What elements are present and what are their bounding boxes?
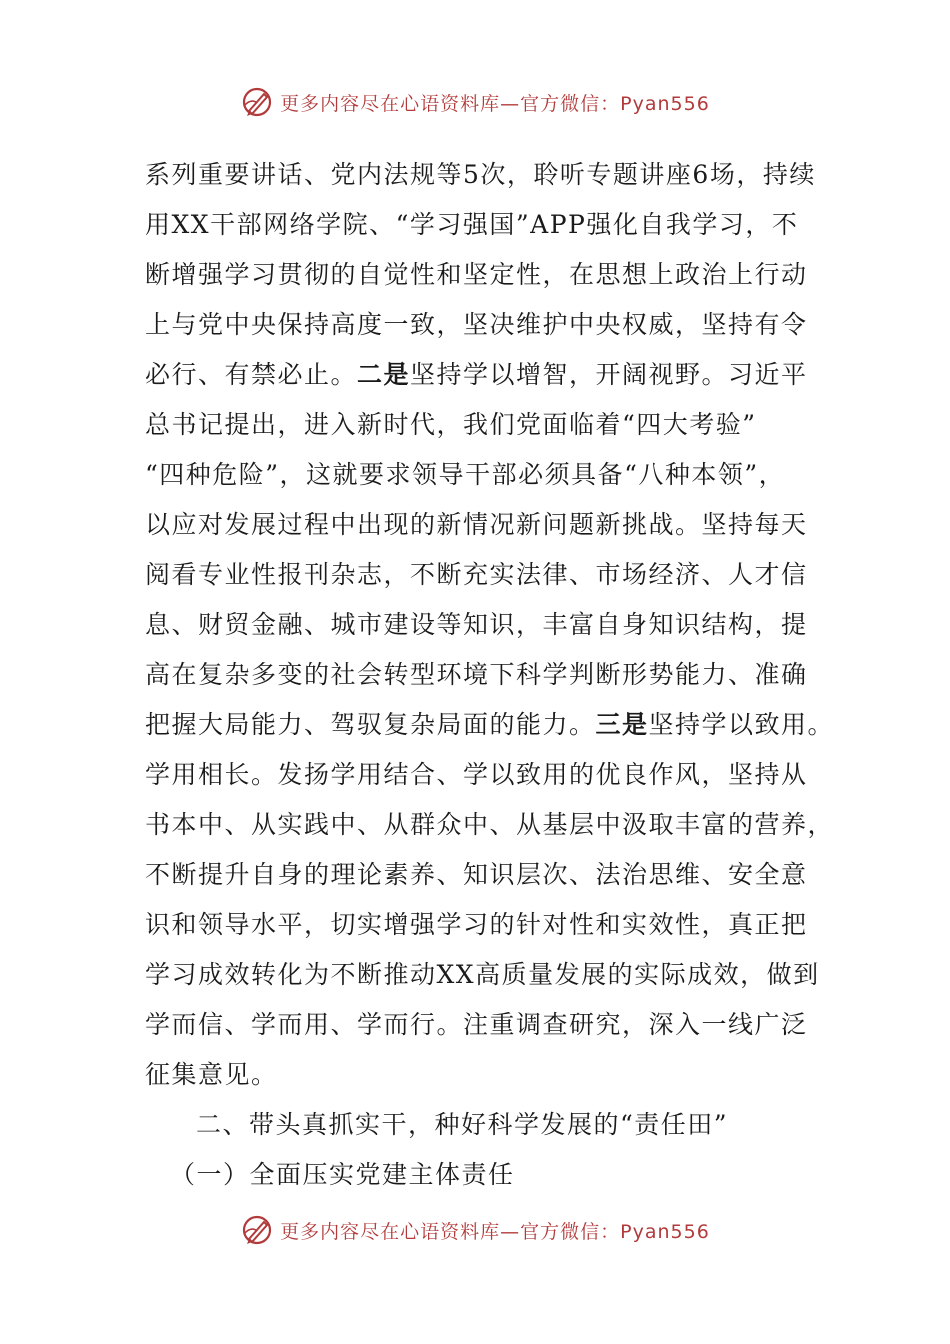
body-line: 书本中、从实践中、从群众中、从基层中汲取丰富的营养，: [145, 810, 835, 839]
body-line: 以应对发展过程中出现的新情况新问题新挑战。坚持每天: [145, 510, 808, 539]
body-line: 学而信、学而用、学而行。注重调查研究，深入一线广泛: [145, 1010, 808, 1039]
pen-in-circle-logo-icon: [240, 1213, 274, 1247]
point-marker-three: 三是: [595, 710, 649, 739]
body-text: 把握大局能力、驾驭复杂局面的能力。: [145, 710, 596, 739]
pen-in-circle-logo-icon: [240, 85, 274, 119]
body-text: 坚持学以致用。: [648, 710, 835, 739]
watermark-text: 更多内容尽在心语资料库—官方微信：Pyan556: [280, 1220, 710, 1243]
body-text: 必行、有禁必止。: [145, 360, 358, 389]
body-line: 息、财贸金融、城市建设等知识，丰富自身知识结构，提: [145, 610, 808, 639]
body-line: 征集意见。: [145, 1060, 278, 1089]
body-line: 用XX干部网络学院、“学习强国”APP强化自我学习，不: [145, 210, 799, 239]
body-line: 不断提升自身的理论素养、知识层次、法治思维、安全意: [145, 860, 808, 889]
body-line: [145, 700, 835, 750]
section-heading: 二、带头真抓实干，种好科学发展的“责任田”: [196, 1110, 729, 1139]
body-line: 阅看专业性报刊杂志，不断充实法律、市场经济、人才信: [145, 560, 808, 589]
body-line: 识和领导水平，切实增强学习的针对性和实效性，真正把: [145, 910, 808, 939]
body-line: 断增强学习贯彻的自觉性和坚定性，在思想上政治上行动: [145, 260, 808, 289]
body-line: 学习成效转化为不断推动XX高质量发展的实际成效，做到: [145, 960, 820, 989]
watermark-footer: [0, 1210, 950, 1250]
body-line: [145, 350, 815, 400]
watermark-text: 更多内容尽在心语资料库—官方微信：Pyan556: [280, 92, 710, 115]
body-line: 上与党中央保持高度一致，坚决维护中央权威，坚持有令: [145, 310, 808, 339]
point-marker-two: 二是: [357, 360, 411, 389]
body-line: 高在复杂多变的社会转型环境下科学判断形势能力、准确: [145, 660, 808, 689]
body-line: 学用相长。发扬学用结合、学以致用的优良作风，坚持从: [145, 760, 808, 789]
watermark-header: [0, 82, 950, 122]
body-line: 系列重要讲话、党内法规等5次，聆听专题讲座6场，持续: [145, 160, 816, 189]
body-line: 总书记提出，进入新时代，我们党面临着“四大考验”: [145, 410, 757, 439]
body-text: 坚持学以增智，开阔视野。习近平: [410, 360, 808, 389]
subsection-heading: （一）全面压实党建主体责任: [170, 1160, 515, 1189]
body-line: “四种危险”，这就要求领导干部必须具备“八种本领”，: [145, 460, 786, 489]
document-body: [145, 150, 835, 1200]
